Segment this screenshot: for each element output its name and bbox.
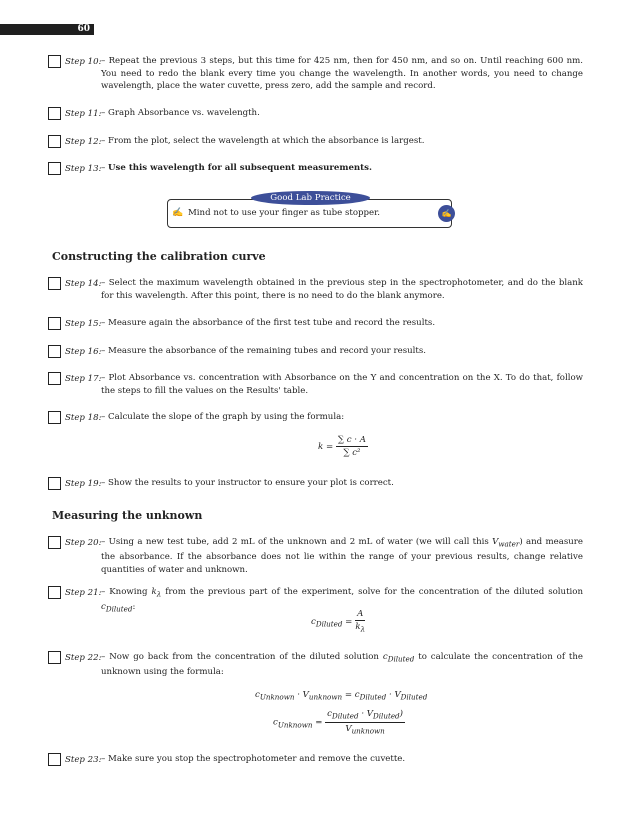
- step-10-checkbox[interactable]: [48, 55, 61, 68]
- formula-unknown-line2: [273, 709, 405, 735]
- formula-den-var: k: [355, 622, 361, 632]
- step-text: – Repeat the previous 3 steps, but this time for 425 nm, then for 450 nm, and so on. Until reaching 600 nm. You need to redo the blank every time you change the wavelength. In another words, you need to change wavelength, place the water cuvette, press zero, add the sample and record.: [101, 56, 583, 91]
- step-16-checkbox[interactable]: [48, 345, 61, 358]
- step-17: [48, 372, 583, 397]
- step-text-part: from the previous part of the experiment, solve for the concentration of the diluted solution: [161, 587, 584, 597]
- step-text: – Measure the absorbance of the remaining tubes and record your results.: [101, 346, 426, 356]
- step-19-checkbox[interactable]: [48, 477, 61, 490]
- formula-numerator: A: [357, 609, 364, 619]
- good-lab-practice-text: Mind not to use your finger as tube stopper.: [188, 208, 381, 218]
- formula-dot: ·: [294, 690, 303, 700]
- step-22-checkbox[interactable]: [48, 651, 61, 664]
- formula-var: V: [366, 709, 374, 719]
- formula-equals: =: [342, 690, 355, 700]
- step-label: Step 21:: [65, 588, 102, 598]
- step-text: – Calculate the slope of the graph by using the formula:: [101, 412, 345, 422]
- step-text-prefix: –: [101, 163, 109, 173]
- step-13: [48, 162, 583, 175]
- step-12: [48, 135, 583, 148]
- formula-numerator: ∑ c · A: [337, 435, 366, 445]
- step-text: [101, 651, 583, 679]
- step-text: – Measure again the absorbance of the first test tube and record the results.: [101, 318, 436, 328]
- section-heading-unknown: Measuring the unknown: [52, 509, 203, 522]
- formula-diluted: [311, 609, 365, 634]
- step-11-checkbox[interactable]: [48, 107, 61, 120]
- formula-var: c: [255, 690, 260, 700]
- step-text: – Graph Absorbance vs. wavelength.: [101, 108, 260, 118]
- step-12-checkbox[interactable]: [48, 135, 61, 148]
- formula-sub: Unknown: [259, 692, 295, 702]
- step-label: Step 15:: [65, 319, 102, 329]
- good-lab-practice-title: Good Lab Practice: [251, 191, 370, 205]
- step-23: [48, 753, 583, 766]
- formula-equals: =: [312, 717, 323, 728]
- formula-sub: Diluted: [400, 692, 428, 702]
- step-text-part: to calculate the concentration of the unknown using the formula:: [101, 652, 584, 678]
- variable: c: [382, 652, 388, 662]
- variable-subscript: λ: [156, 589, 162, 599]
- step-20-checkbox[interactable]: [48, 536, 61, 549]
- formula-den-sub: λ: [360, 624, 366, 634]
- formula-dot: ·: [358, 709, 367, 719]
- formula-lhs-var: c: [311, 616, 316, 627]
- step-text-part: ) and measure the absorbance. If the absorbance does not lie within the range of your previous results, change relative quantities of water and unknown.: [101, 537, 583, 575]
- formula-paren: ): [399, 709, 403, 719]
- formula-slope: [318, 435, 368, 458]
- variable-subscript: Diluted: [105, 604, 133, 614]
- step-22: [48, 651, 583, 679]
- step-13-checkbox[interactable]: [48, 162, 61, 175]
- formula-fraction: [325, 709, 405, 735]
- step-text: – Plot Absorbance vs. concentration with Absorbance on the Y and concentration on the X. To do that, follow the steps to fill the values on the Results' table.: [101, 373, 583, 396]
- formula-sub: unknown: [308, 692, 343, 702]
- step-label: Step 23:: [65, 755, 102, 765]
- page-number: 60: [77, 24, 90, 34]
- step-text: – Select the maximum wavelength obtained in the previous step in the spectrophotometer, and do the blank for this wavelength. After this point, there is no need to do the blank anymore.: [101, 278, 583, 301]
- step-label: Step 14:: [65, 279, 102, 289]
- formula-lhs-sub: Diluted: [315, 619, 343, 629]
- formula-unknown-line1: [255, 690, 427, 702]
- formula-denominator: [325, 723, 405, 736]
- step-text-part: – Using a new test tube, add 2 mL of the unknown and 2 mL of water (we will call this: [101, 537, 493, 547]
- step-label: Step 12:: [65, 137, 102, 147]
- step-label: Step 11:: [65, 109, 102, 119]
- formula-numerator: [325, 709, 405, 723]
- step-19: [48, 477, 583, 490]
- formula-var: V: [394, 690, 401, 700]
- formula-fraction: [355, 609, 365, 634]
- step-text: – Show the results to your instructor to ensure your plot is correct.: [101, 478, 394, 488]
- step-label: Step 22:: [65, 653, 102, 663]
- formula-sub: Diluted: [373, 711, 400, 721]
- step-16: [48, 345, 583, 358]
- step-label: Step 16:: [65, 347, 102, 357]
- step-text: – Make sure you stop the spectrophotometer and remove the cuvette.: [101, 754, 406, 764]
- step-text-bold: Use this wavelength for all subsequent measurements.: [108, 163, 372, 173]
- variable-subscript: Diluted: [387, 654, 415, 664]
- step-15: [48, 317, 583, 330]
- step-label: Step 10:: [65, 57, 102, 67]
- step-14-checkbox[interactable]: [48, 277, 61, 290]
- formula-var: V: [302, 690, 309, 700]
- step-18-checkbox[interactable]: [48, 411, 61, 424]
- variable: k: [151, 587, 157, 597]
- step-text: [101, 536, 583, 576]
- step-label: Step 13:: [65, 164, 102, 174]
- step-18: [48, 411, 583, 424]
- step-label: Step 19:: [65, 479, 102, 489]
- formula-lhs-var: c: [273, 717, 278, 728]
- formula-sub: Diluted: [359, 692, 387, 702]
- variable: c: [101, 602, 106, 613]
- step-text-part: :: [132, 602, 136, 613]
- formula-denominator: [355, 621, 365, 634]
- formula-equals: =: [342, 616, 353, 627]
- step-text-part: – Knowing: [101, 587, 152, 597]
- step-label: Step 18:: [65, 413, 102, 423]
- step-17-checkbox[interactable]: [48, 372, 61, 385]
- variable-subscript: water: [498, 539, 520, 549]
- formula-sub: Diluted: [331, 711, 359, 721]
- formula-fraction: [336, 435, 368, 458]
- formula-lhs: k =: [318, 442, 334, 452]
- section-heading-calibration: Constructing the calibration curve: [52, 250, 266, 263]
- step-20: [48, 536, 583, 576]
- step-label: Step 17:: [65, 374, 102, 384]
- page-number-bar: [0, 24, 94, 35]
- writing-hand-badge-icon: ✍: [438, 205, 455, 222]
- step-text-part: – Now go back from the concentration of the diluted solution: [101, 652, 383, 662]
- step-10: [48, 55, 583, 93]
- step-label: Step 20:: [65, 538, 102, 548]
- step-23-checkbox[interactable]: [48, 753, 61, 766]
- step-21-checkbox[interactable]: [48, 586, 61, 599]
- formula-lhs-sub: Unknown: [277, 720, 313, 730]
- writing-hand-icon: ✍: [172, 208, 184, 218]
- step-15-checkbox[interactable]: [48, 317, 61, 330]
- step-text: – From the plot, select the wavelength at which the absorbance is largest.: [101, 136, 425, 146]
- formula-dot: ·: [386, 690, 395, 700]
- variable: V: [492, 537, 499, 547]
- formula-denominator: ∑ c²: [343, 448, 361, 458]
- step-text: [101, 162, 583, 175]
- step-11: [48, 107, 583, 120]
- step-14: [48, 277, 583, 302]
- formula-var: c: [327, 709, 332, 719]
- formula-var: c: [354, 690, 360, 700]
- formula-var: V: [345, 723, 352, 734]
- formula-sub: unknown: [351, 726, 385, 736]
